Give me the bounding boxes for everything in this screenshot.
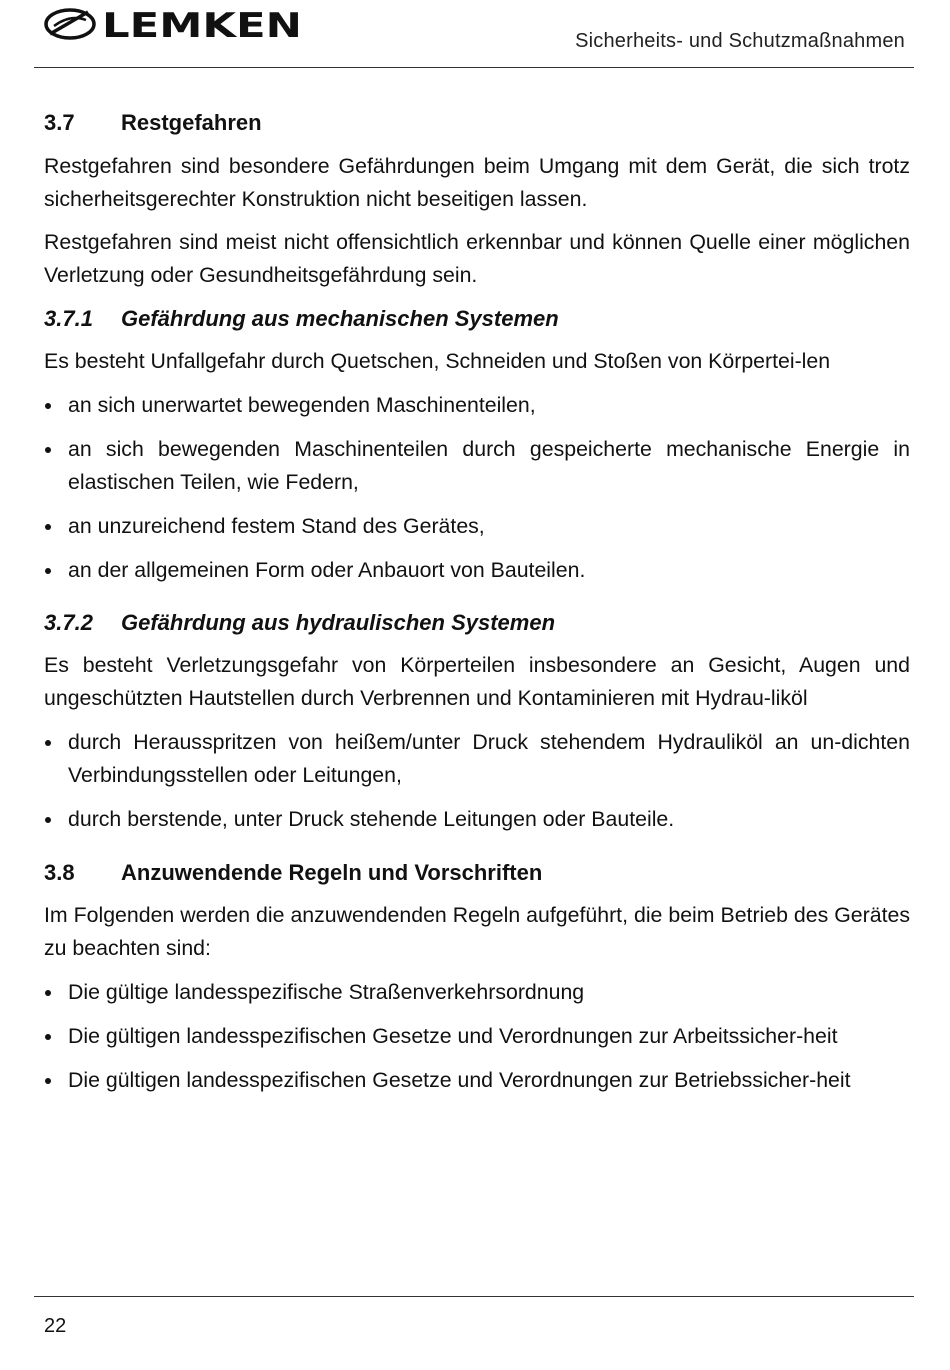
list-item: an unzureichend festem Stand des Gerätes, xyxy=(44,510,910,543)
page-number: 22 xyxy=(44,1315,67,1337)
list-item: Die gültigen landesspezifischen Gesetze und Verordnungen zur Betriebssicher-heit xyxy=(44,1064,910,1097)
paragraph: Restgefahren sind besondere Gefährdungen beim Umgang mit dem Gerät, die sich trotz sicherheitsgerechter Konstruktion nicht beseitigen lassen. xyxy=(44,154,910,211)
bullet-list xyxy=(44,726,910,836)
page-header xyxy=(0,0,950,70)
heading-title: Gefährdung aus mechanischen Systemen xyxy=(121,306,559,331)
footer-divider xyxy=(34,1296,914,1297)
heading-title: Anzuwendende Regeln und Vorschriften xyxy=(121,860,543,885)
bullet-list xyxy=(44,976,910,1097)
heading-3-8 xyxy=(44,856,910,889)
heading-number: 3.7.1 xyxy=(44,306,93,331)
heading-number: 3.7.2 xyxy=(44,610,93,635)
heading-3-7-1 xyxy=(44,302,910,335)
list-item: Die gültigen landesspezifischen Gesetze und Verordnungen zur Arbeitssicher-heit xyxy=(44,1020,910,1053)
list-item: Die gültige landesspezifische Straßenverkehrsordnung xyxy=(44,976,910,1009)
heading-number: 3.7 xyxy=(44,110,75,135)
lemken-logo xyxy=(44,4,306,48)
list-item: an sich unerwartet bewegenden Maschinenteilen, xyxy=(44,389,910,422)
heading-number: 3.8 xyxy=(44,860,75,885)
list-item: durch berstende, unter Druck stehende Leitungen oder Bauteile. xyxy=(44,803,910,836)
list-item: an sich bewegenden Maschinenteilen durch gespeicherte mechanische Energie in elastischen Teilen, wie Federn, xyxy=(44,433,910,499)
header-divider xyxy=(34,67,914,68)
bullet-list xyxy=(44,389,910,587)
paragraph: Restgefahren sind meist nicht offensichtlich erkennbar und können Quelle einer möglichen Verletzung oder Gesundheitsgefährdung sein. xyxy=(44,230,910,287)
section-header-title: Sicherheits- und Schutzmaßnahmen xyxy=(575,30,905,52)
paragraph: Es besteht Verletzungsgefahr von Körperteilen insbesondere an Gesicht, Augen und ungeschützten Hautstellen durch Verbrennen und Kontaminieren mit Hydrau-liköl xyxy=(44,653,910,710)
heading-title: Restgefahren xyxy=(121,110,262,135)
list-item: an der allgemeinen Form oder Anbauort von Bauteilen. xyxy=(44,554,910,587)
brand-wordmark: LEMKEN xyxy=(102,6,302,46)
paragraph: Im Folgenden werden die anzuwendenden Regeln aufgeführt, die beim Betrieb des Gerätes zu beachten sind: xyxy=(44,903,910,960)
heading-title: Gefährdung aus hydraulischen Systemen xyxy=(121,610,556,635)
paragraph: Es besteht Unfallgefahr durch Quetschen, Schneiden und Stoßen von Körpertei-len xyxy=(44,349,831,373)
heading-3-7-2 xyxy=(44,606,910,639)
page-content xyxy=(44,106,910,1097)
list-item: durch Herausspritzen von heißem/unter Druck stehendem Hydrauliköl an un-dichten Verbindungsstellen oder Leitungen, xyxy=(44,726,910,792)
heading-3-7 xyxy=(44,106,910,139)
